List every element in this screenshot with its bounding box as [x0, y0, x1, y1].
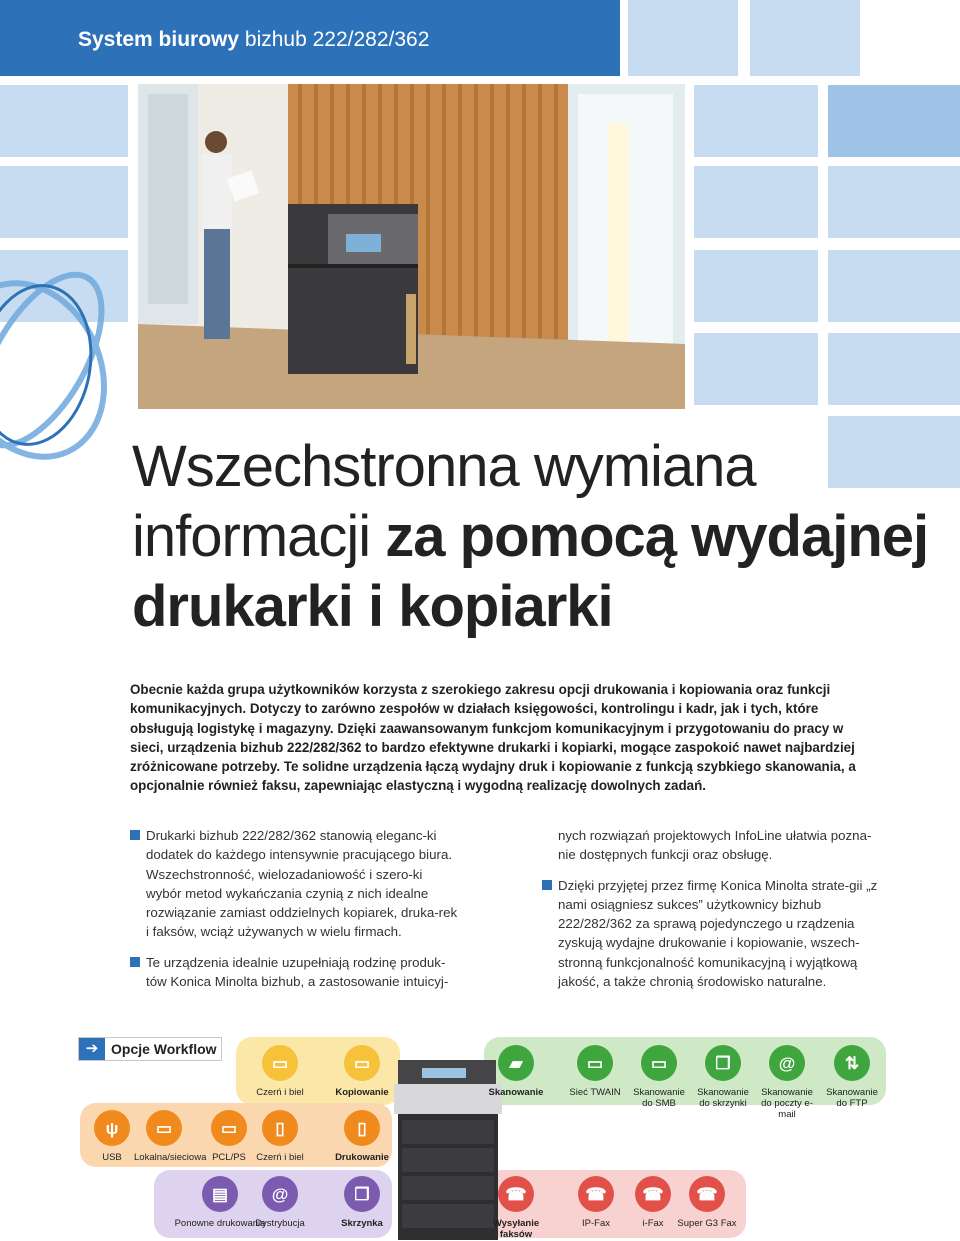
office-photo — [138, 84, 685, 409]
monitor-icon: ▭ — [146, 1110, 182, 1146]
bullet-paragraph: Drukarki bizhub 222/282/362 stanowią eleganc-ki dodatek do każdego intensywnie pracującego biura. Wszechstronność, wielozadaniowość i szero-ki wybór metod wykańczania czynią z nich idealne rozwiązanie zamiast oddzielnych kopiarek, druka-rek i faksów, wciąż używanych w wielu firmach. — [130, 826, 460, 942]
box-icon: ❒ — [344, 1176, 380, 1212]
copy-tile-label: Czerń i biel — [256, 1087, 304, 1098]
at-icon: @ — [262, 1176, 298, 1212]
bullet-square-icon — [542, 880, 552, 890]
deco-square — [0, 166, 128, 238]
print-tile — [250, 1110, 310, 1163]
workflow-title-box — [78, 1037, 222, 1061]
paragraph-continuation: nych rozwiązań projektowych InfoLine ułatwia pozna-nie dostępnych funkcji oraz obsługę. — [558, 828, 872, 863]
monitor-icon: ▭ — [641, 1045, 677, 1081]
scan-tile-label: Skanowanie do SMB — [633, 1087, 685, 1109]
copy-tile — [250, 1045, 310, 1098]
print-tile-label: USB — [102, 1152, 122, 1163]
box-icon: ❒ — [705, 1045, 741, 1081]
print-tile — [332, 1110, 392, 1163]
copy-page-icon: ▭ — [344, 1045, 380, 1081]
page-headline — [132, 432, 928, 642]
arrow-right-icon: ➔ — [79, 1038, 105, 1060]
fax-tile — [566, 1176, 626, 1229]
scan-tile — [822, 1045, 882, 1109]
fax-tile-label: i-Fax — [642, 1218, 664, 1229]
fax-icon: ☎ — [578, 1176, 614, 1212]
printer-icon: ▤ — [202, 1176, 238, 1212]
bullet-paragraph: Te urządzenia idealnie uzupełniają rodzinę produk-tów Konica Minolta bizhub, a zastosowanie intuicyj- — [130, 953, 460, 992]
fax-icon: ☎ — [635, 1176, 671, 1212]
page-icon: ▯ — [262, 1110, 298, 1146]
deco-square — [750, 0, 860, 76]
monitor-icon: ▭ — [211, 1110, 247, 1146]
box-tile — [250, 1176, 310, 1229]
box-tile — [332, 1176, 392, 1229]
copy-tile-label: Kopiowanie — [335, 1087, 389, 1098]
scan-tile-label: Skanowanie — [488, 1087, 544, 1098]
deco-square — [0, 85, 128, 157]
scanner-icon: ▰ — [498, 1045, 534, 1081]
headline-line-1: Wszechstronna wymiana — [132, 434, 756, 499]
scan-tile — [565, 1045, 625, 1098]
deco-square — [828, 85, 960, 157]
fax-tile — [677, 1176, 737, 1229]
workflow-title: Opcje Workflow — [111, 1041, 217, 1057]
scan-tile-label: Skanowanie do skrzynki — [697, 1087, 749, 1109]
box-tile-label: Skrzynka — [341, 1218, 383, 1229]
page-icon: ▯ — [344, 1110, 380, 1146]
deco-square — [694, 166, 818, 238]
headline-line-2: informacji za pomocą wydajnej — [132, 504, 929, 569]
swirl-graphic — [0, 250, 120, 480]
at-icon: @ — [769, 1045, 805, 1081]
box-tile-label: Ponowne drukowanie — [174, 1218, 266, 1229]
box-tile-label: Dystrybucja — [255, 1218, 305, 1229]
copy-tile — [332, 1045, 392, 1098]
bullet-paragraph: Dzięki przyjętej przez firmę Konica Minolta strate-gii „z nami osiągniesz sukces” użytkownicy bizhub 222/282/362 za sprawą pojedynczego u rządzenia zyskują wydajne drukowanie i kopiowanie, wszech-stronną funkcjonalność komunikacyjną i wyjątkową jakość, a także chronią środowisko naturalne. — [542, 876, 880, 992]
print-tile-label: Drukowanie — [335, 1152, 389, 1163]
bullet-square-icon — [130, 830, 140, 840]
deco-square — [694, 250, 818, 322]
deco-square — [828, 250, 960, 322]
header-bar — [0, 0, 620, 76]
header-title: System biurowy bizhub 222/282/362 — [78, 28, 430, 51]
print-tile — [134, 1110, 207, 1163]
fax-icon: ☎ — [498, 1176, 534, 1212]
print-tile — [82, 1110, 142, 1163]
scan-tile-label: Skanowanie do poczty e-mail — [761, 1087, 813, 1120]
intro-paragraph: Obecnie każda grupa użytkowników korzysta z szerokiego zakresu opcji drukowania i kopiowania oraz funkcji komunikacyjnych. Dotyczy to zarówno zespołów w działach księgowości, kontrolingu i kadr, jak i tych, które obsługują logistykę i magazyny. Dzięki zaawansowanym funkcjom komunikacyjnym i przygotowaniu do pracy w sieci, urządzenia bizhub 222/282/362 to bardzo efektywne drukarki i kopiarki, mogące zaspokoić nawet najbardziej zróżnicowane potrzeby. Te solidne urządzenia łączą wydajny druk i kopiowanie z funkcją szybkiego skanowania, a opcjonalnie również faksu, zapewniając elastyczną i wygodną realizację dowolnych zadań. — [130, 682, 856, 794]
fax-tile-label: Wysyłanie faksów — [492, 1218, 540, 1240]
usb-icon: ψ — [94, 1110, 130, 1146]
deco-square — [828, 333, 960, 405]
headline-line-3: drukarki i kopiarki — [132, 574, 613, 639]
scan-tile — [486, 1045, 546, 1098]
fax-icon: ☎ — [689, 1176, 725, 1212]
fax-tile — [486, 1176, 546, 1240]
deco-square — [694, 333, 818, 405]
scan-tile — [629, 1045, 689, 1109]
deco-square — [828, 166, 960, 238]
scan-tile-label: Skanowanie do FTP — [826, 1087, 878, 1109]
right-column — [542, 826, 880, 1002]
scan-tile-label: Sieć TWAIN — [569, 1087, 621, 1098]
deco-square — [628, 0, 738, 76]
print-tile-label: Lokalna/sieciowa — [134, 1152, 207, 1163]
fax-tile-label: IP-Fax — [582, 1218, 610, 1229]
print-tile-label: PCL/PS — [212, 1152, 246, 1163]
monitor-icon: ▭ — [577, 1045, 613, 1081]
print-tile-label: Czerń i biel — [256, 1152, 304, 1163]
left-column — [130, 826, 460, 1002]
scan-tile — [693, 1045, 753, 1109]
bullet-square-icon — [130, 957, 140, 967]
ftp-icon: ⇅ — [834, 1045, 870, 1081]
deco-square — [694, 85, 818, 157]
copy-page-icon: ▭ — [262, 1045, 298, 1081]
scan-tile — [757, 1045, 817, 1120]
fax-tile — [623, 1176, 683, 1229]
fax-tile-label: Super G3 Fax — [677, 1218, 737, 1229]
